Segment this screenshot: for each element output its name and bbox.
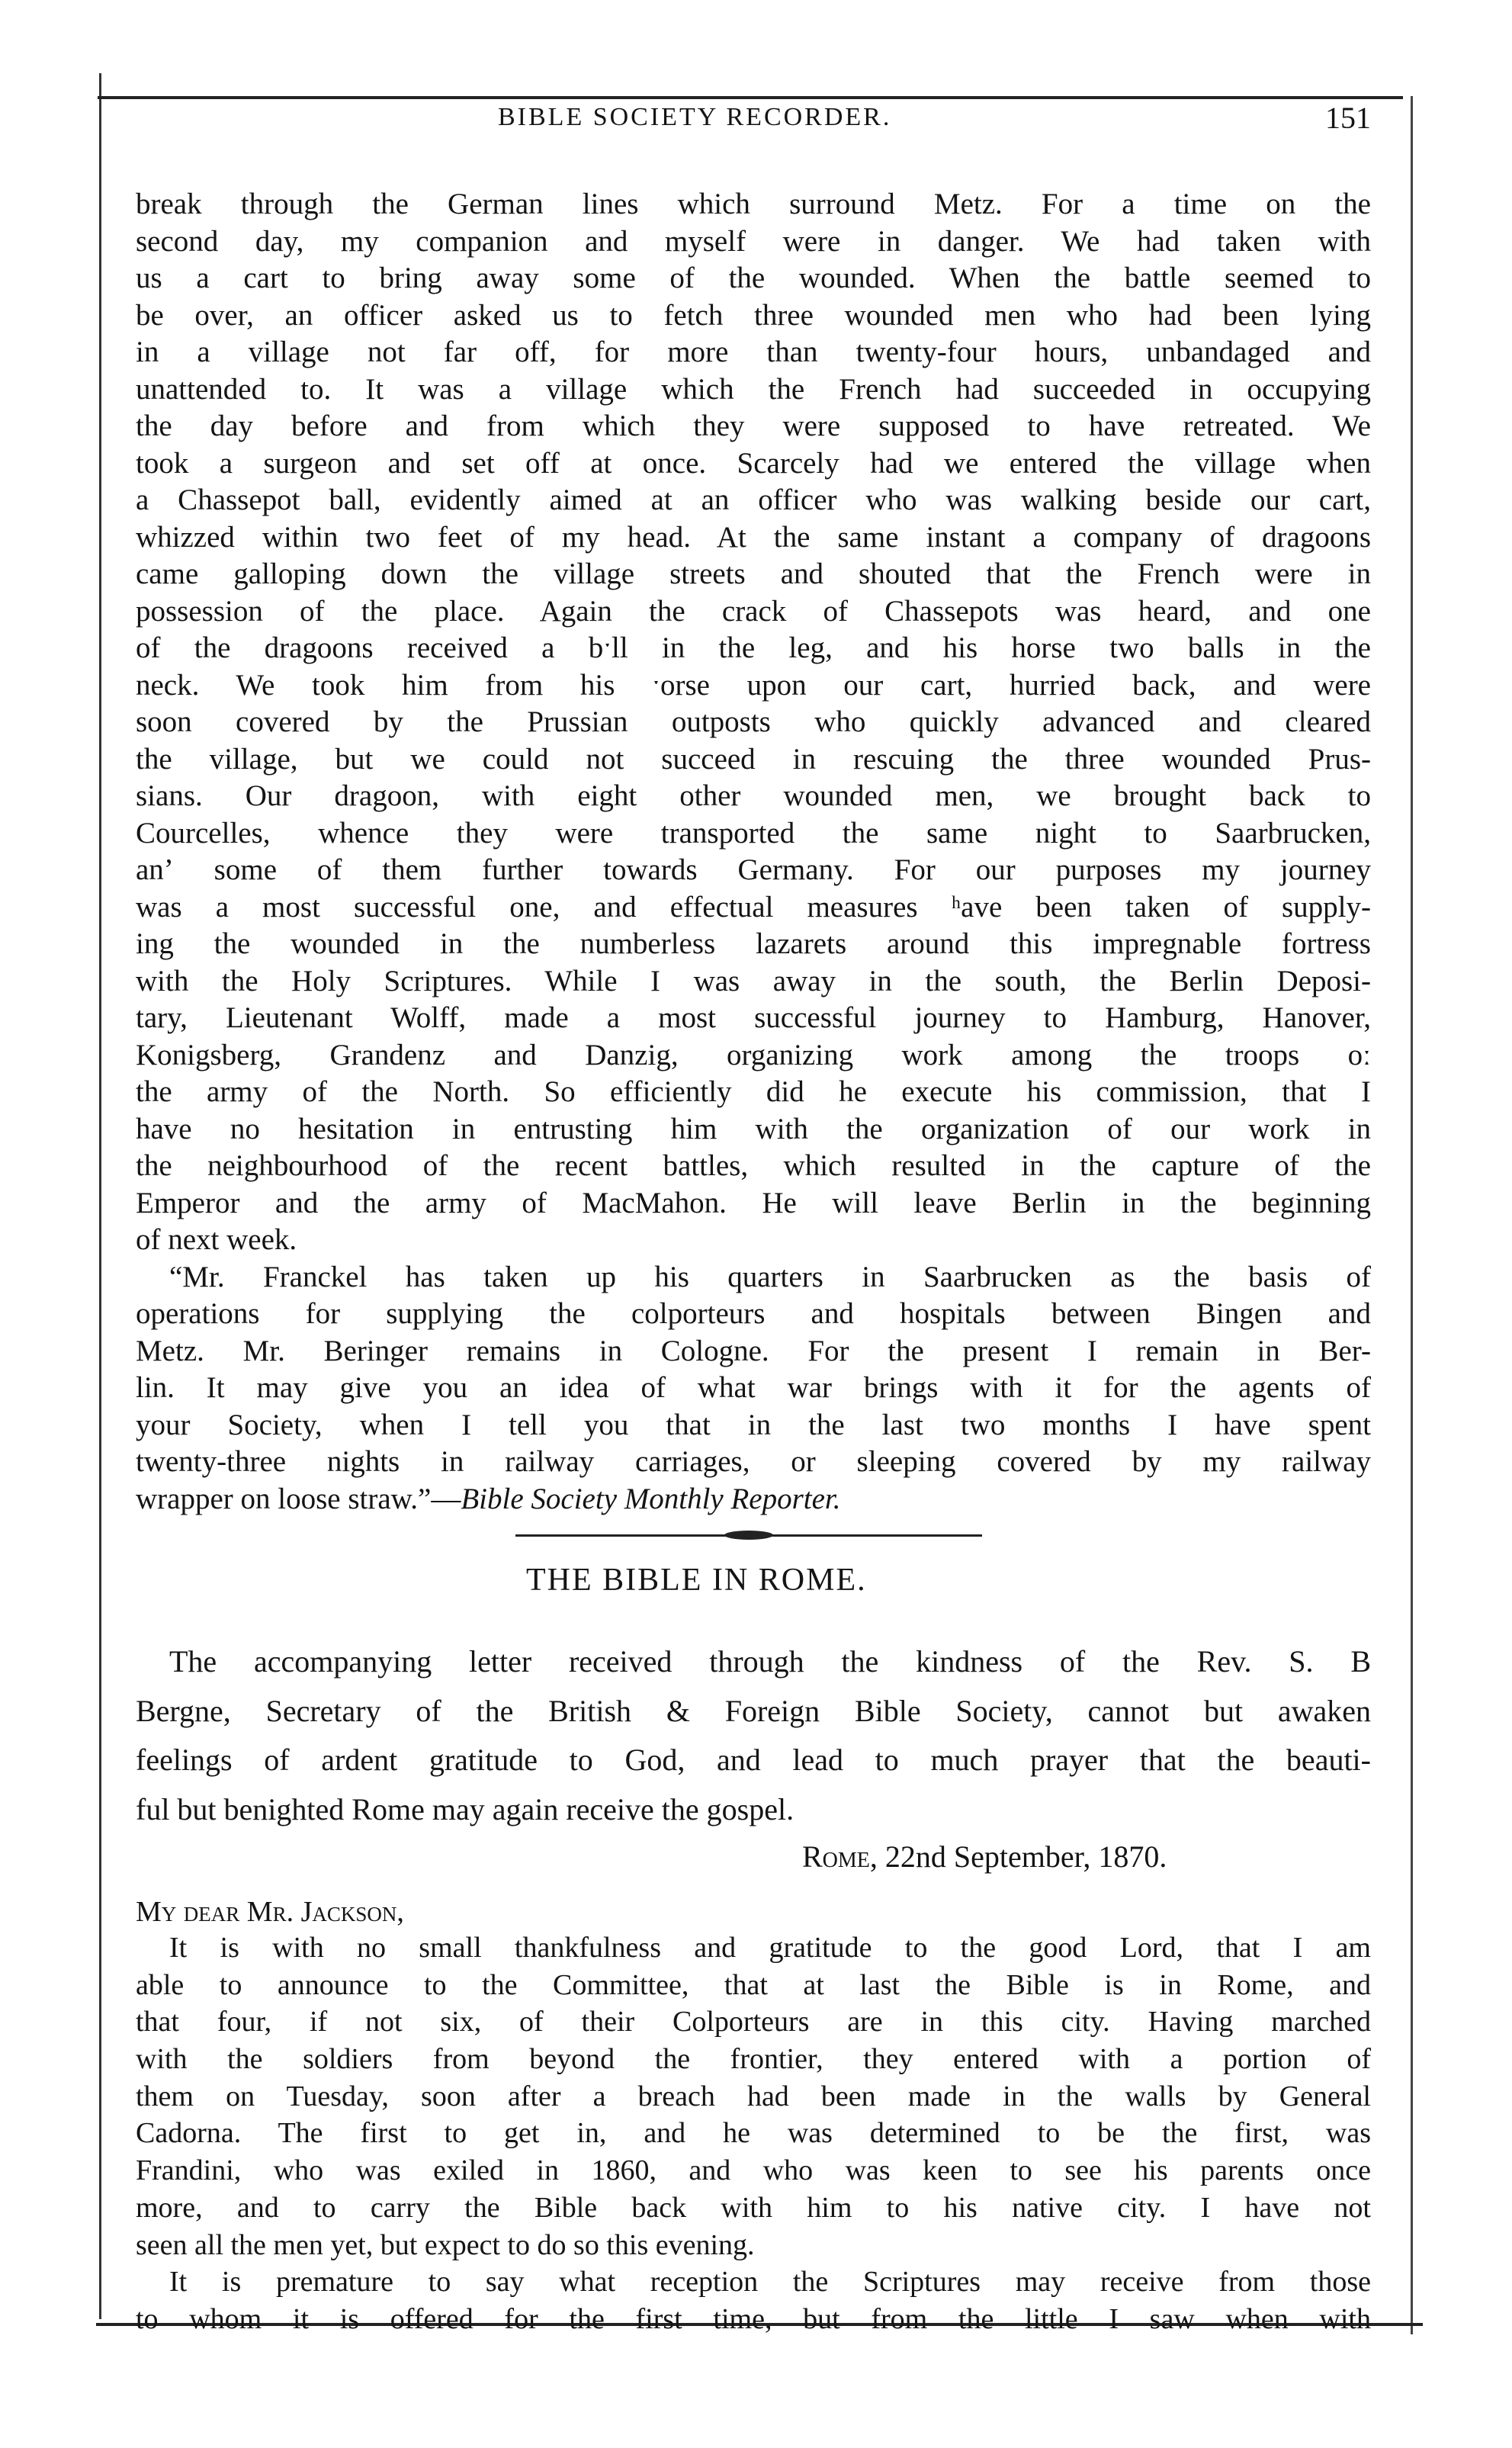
section-separator xyxy=(515,1531,982,1541)
text-line: us a cart to bring away some of the wounded. When the battle seemed to xyxy=(136,262,1371,294)
letter-salutation: My dear Mr. Jackson, xyxy=(136,1896,404,1928)
text-line: Bergne, Secretary of the British & Foreign Bible Society, cannot but awaken xyxy=(136,1693,1371,1728)
text-line: the village, but we could not succeed in rescuing the three wounded Prus- xyxy=(136,742,1371,776)
text-line: It is premature to say what reception the Scriptures may receive from those xyxy=(169,2266,1371,2299)
text-line: be over, an officer asked us to fetch three wounded men who had been lying xyxy=(136,298,1371,332)
text-line: the neighbourhood of the recent battles, which resulted in the capture of the xyxy=(136,1149,1371,1182)
text-line: operations for supplying the colporteurs and hospitals between Bingen and xyxy=(136,1297,1371,1330)
text-line: was a most successful one, and effectual measures ʰave been taken of supply- xyxy=(136,890,1371,924)
text-line: ing the wounded in the numberless lazarets around this impregnable fortress xyxy=(136,927,1371,960)
text-line: ful but benighted Rome may again receive the gospel. xyxy=(136,1791,795,1826)
text-line: whizzed within two feet of my head. At the same instant a company of dragoons xyxy=(136,520,1371,554)
text-line: It is with no small thankfulness and gratitude to the good Lord, that I am xyxy=(169,1932,1371,1964)
section-title: THE BIBLE IN ROME. xyxy=(526,1563,867,1598)
text-line: unattended to. It was a village which the French had succeeded in occupying xyxy=(136,372,1371,406)
letter-body xyxy=(136,1894,1371,2338)
text-line: more, and to carry the Bible back with him to his native city. I have not xyxy=(136,2191,1371,2224)
text-line: in a village not far off, for more than twenty-four hours, unbandaged and xyxy=(136,336,1371,368)
right-margin-rule xyxy=(1411,96,1413,2334)
text-line: that four, if not six, of their Colporteurs are in this city. Having marched xyxy=(136,2006,1371,2038)
letter-dateline xyxy=(802,1839,1167,1875)
text-line: Courcelles, whence they were transported the same night to Saarbrucken, xyxy=(136,816,1371,850)
text-line: Frandini, who was exiled in 1860, and who was keen to see his parents once xyxy=(136,2154,1371,2187)
text-line: twenty-three nights in railway carriages, or sleeping covered by my railway xyxy=(136,1445,1371,1478)
continued-article xyxy=(136,186,1371,1518)
closing-line xyxy=(136,1481,1371,1518)
text-line: The accompanying letter received through the kindness of the Rev. S. B xyxy=(169,1644,1371,1679)
text-line: lin. It may give you an idea of what war brings with it for the agents of xyxy=(136,1371,1371,1404)
closing-line-text: wrapper on loose straw.”— xyxy=(136,1482,461,1515)
text-line: break through the German lines which surround Metz. For a time on the xyxy=(136,188,1371,220)
text-line: the day before and from which they were supposed to have retreated. We xyxy=(136,410,1371,442)
text-line: possession of the place. Again the crack of Chassepots was heard, and one xyxy=(136,594,1371,628)
text-line: sians. Our dragoon, with eight other wounded men, we brought back to xyxy=(136,779,1371,812)
separator-ornament xyxy=(724,1531,773,1540)
text-line: Cadorna. The first to get in, and he was determined to be the first, was xyxy=(136,2117,1371,2150)
text-line: with the Holy Scriptures. While I was away in the south, the Berlin Deposi- xyxy=(136,964,1371,998)
text-line: have no hesitation in entrusting him with the organization of our work in xyxy=(136,1112,1371,1145)
text-line: of the dragoons received a bˑll in the leg, and his horse two balls in the xyxy=(136,631,1371,664)
text-line: your Society, when I tell you that in the last two months I have spent xyxy=(136,1408,1371,1441)
header-rule xyxy=(98,96,1403,99)
text-line: the army of the North. So efficiently did he execute his commission, that I xyxy=(136,1075,1371,1108)
text-line: second day, my companion and myself were in danger. We had taken with xyxy=(136,224,1371,258)
text-line: came galloping down the village streets and shouted that the French were in xyxy=(136,557,1371,590)
text-line: Metz. Mr. Beringer remains in Cologne. For the present I remain in Ber- xyxy=(136,1334,1371,1367)
text-line: neck. We took him from his ˑorse upon our cart, hurried back, and were xyxy=(136,668,1371,702)
dateline-date: , 22nd September, 1870. xyxy=(869,1839,1167,1874)
text-line: soon covered by the Prussian outposts who quickly advanced and cleared xyxy=(136,705,1371,738)
text-line: of next week. xyxy=(136,1223,297,1256)
text-line: able to announce to the Committee, that at last the Bible is in Rome, and xyxy=(136,1968,1371,2001)
left-margin-rule xyxy=(99,73,101,2319)
running-title: BIBLE SOCIETY RECORDER. xyxy=(498,103,892,131)
text-line: anʼ some of them further towards Germany. For our purposes my journey xyxy=(136,853,1371,886)
source-citation: Bible Society Monthly Reporter. xyxy=(461,1482,841,1515)
text-line: Konigsberg, Grandenz and Danzig, organizing work among the troops oː xyxy=(136,1038,1371,1071)
text-line: seen all the men yet, but expect to do so this evening. xyxy=(136,2228,755,2261)
running-head xyxy=(136,103,1371,141)
text-line: with the soldiers from beyond the frontier, they entered with a portion of xyxy=(136,2043,1371,2076)
text-line: tary, Lieutenant Wolff, made a most successful journey to Hamburg, Hanover, xyxy=(136,1001,1371,1034)
text-line: feelings of ardent gratitude to God, and lead to much prayer that the beauti- xyxy=(136,1743,1371,1777)
text-line: Emperor and the army of MacMahon. He will leave Berlin in the beginning xyxy=(136,1186,1371,1219)
text-line: “Mr. Franckel has taken up his quarters in Saarbrucken as the basis of xyxy=(169,1260,1371,1293)
text-line: a Chassepot ball, evidently aimed at an officer who was walking beside our cart, xyxy=(136,483,1371,516)
text-line: them on Tuesday, soon after a breach had been made in the walls by General xyxy=(136,2080,1371,2112)
dateline-place: Rome xyxy=(802,1839,870,1874)
page-number: 151 xyxy=(1325,101,1371,135)
text-line: to whom it is offered for the first time, but from the little I saw when with xyxy=(136,2302,1371,2335)
section-intro xyxy=(136,1637,1371,1834)
text-line: took a surgeon and set off at once. Scarcely had we entered the village when xyxy=(136,446,1371,480)
